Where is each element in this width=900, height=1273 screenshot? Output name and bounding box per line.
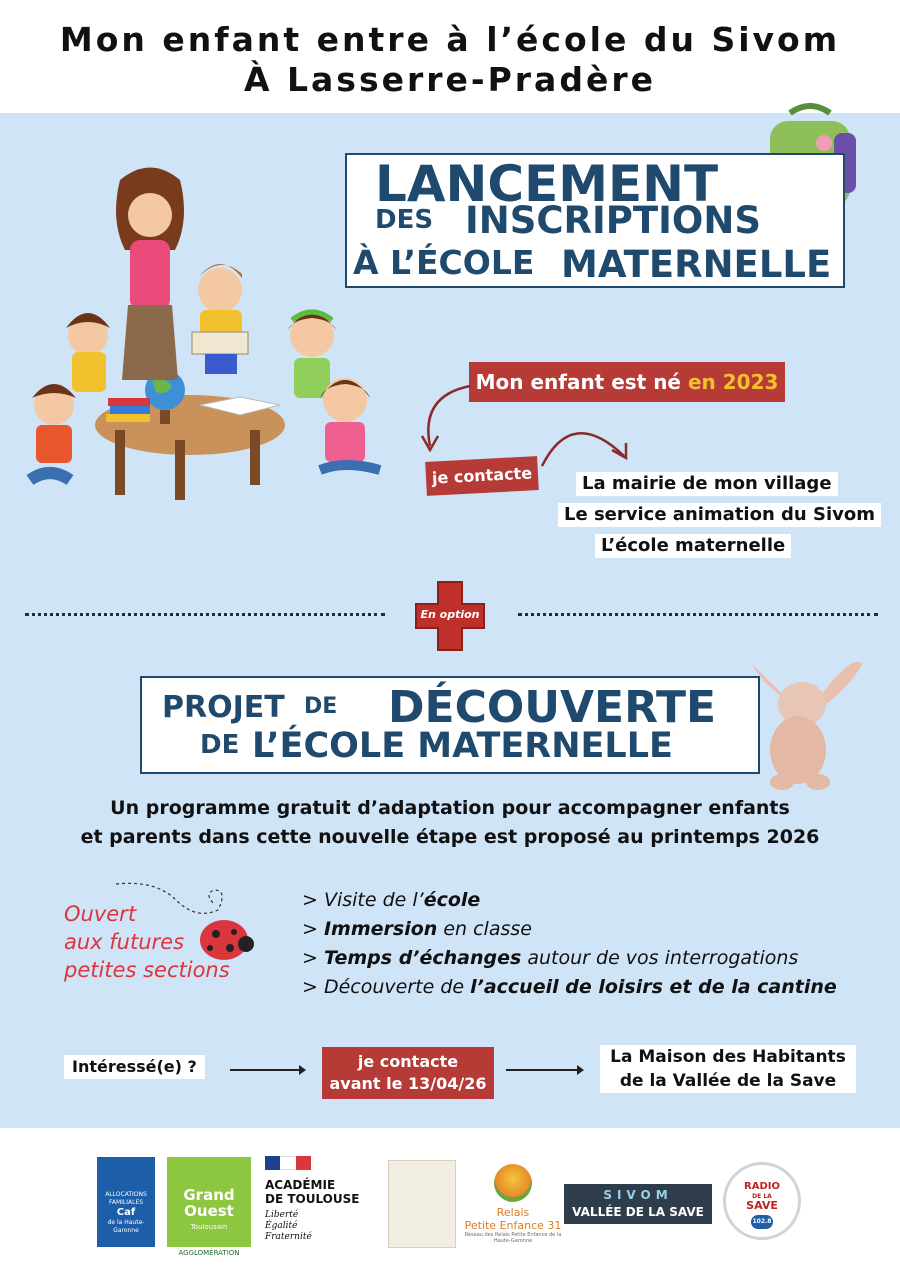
interested-label: Intéressé(e) ? <box>64 1055 205 1079</box>
decouverte-title-box <box>140 676 760 774</box>
arrow-right-icon <box>506 1069 582 1071</box>
arrow-right-icon <box>230 1069 304 1071</box>
inscriptions-title-box <box>345 153 845 288</box>
title-word-lancement: LANCEMENT <box>375 155 719 213</box>
intro-line2: et parents dans cette nouvelle étape est proposé au printemps 2026 <box>80 826 820 848</box>
born-text: Mon enfant est né <box>475 370 688 394</box>
title-word-projet: PROJET <box>162 690 285 725</box>
ouvert-line1: Ouvert <box>64 902 137 926</box>
dotted-divider-left <box>25 613 385 617</box>
activities-list <box>302 886 837 1002</box>
header-title-line2: À Lasserre-Pradère <box>243 60 656 99</box>
contact-deadline-line1: je contacte <box>357 1052 459 1071</box>
nest-illustration-logo <box>388 1160 456 1248</box>
contact-service-animation: Le service animation du Sivom <box>558 503 881 527</box>
maison-line1: La Maison des Habitants <box>610 1047 846 1067</box>
title-word-maternelle: MATERNELLE <box>561 243 832 286</box>
caf-logo: ALLOCATIONS FAMILIALES Caf de la Haute- Garonne <box>97 1157 155 1247</box>
title-word-lecole-maternelle: L’ÉCOLE MATERNELLE <box>252 726 673 766</box>
activity-item: > Découverte de l’accueil de loisirs et de la cantine <box>302 976 837 998</box>
title-word-decouverte: DÉCOUVERTE <box>388 682 717 733</box>
title-word-des: DES <box>375 205 434 235</box>
activity-item: > Visite de l’école <box>302 889 481 911</box>
maison-line2: de la Vallée de la Save <box>619 1071 837 1091</box>
academie-toulouse-logo: ACADÉMIE DE TOULOUSE Liberté Égalité Fraternité <box>265 1156 385 1248</box>
contact-tag: je contacte <box>425 456 539 496</box>
contact-deadline-tag <box>322 1047 494 1099</box>
program-intro <box>40 794 860 852</box>
sivom-logo: SIVOM VALLÉE DE LA SAVE <box>564 1184 712 1224</box>
intro-line1: Un programme gratuit d’adaptation pour accompagner enfants <box>110 797 790 819</box>
curved-arrow-right-icon <box>540 420 635 470</box>
teacher-children-illustration <box>20 160 390 505</box>
maison-habitants-label <box>600 1045 856 1093</box>
contact-deadline-line2: avant le 13/04/26 <box>329 1074 487 1093</box>
activity-item: > Temps d’échanges autour de vos interrogations <box>302 947 799 969</box>
born-year: en 2023 <box>687 370 779 394</box>
ouvert-line3: petites sections <box>64 958 230 982</box>
radio-save-logo: RADIO DE LA SAVE 102.8 FM <box>723 1162 801 1240</box>
title-word-de-2: DE <box>200 730 240 760</box>
title-word-de: DE <box>304 694 338 719</box>
grand-ouest-logo: Grand Ouest Toulousain AGGLOMÉRATION <box>167 1157 251 1247</box>
relais-emblem-icon <box>494 1164 532 1202</box>
bunny-toy-illustration <box>742 654 864 792</box>
dotted-divider-right <box>518 613 878 617</box>
title-word-inscriptions: INSCRIPTIONS <box>465 199 761 242</box>
option-badge-label: En option <box>420 608 480 621</box>
title-word-a-lecole: À L’ÉCOLE <box>353 243 535 282</box>
ouvert-line2: aux futures <box>64 930 185 954</box>
activity-item: > Immersion en classe <box>302 918 532 940</box>
relais-petite-enfance-logo: Relais Petite Enfance 31 Réseau des Relais Petite Enfance de la Haute-Garonne <box>464 1160 562 1250</box>
ouvert-label <box>64 900 230 984</box>
french-flag-icon <box>265 1156 311 1170</box>
born-year-banner <box>469 362 785 402</box>
header <box>0 0 900 113</box>
contact-mairie: La mairie de mon village <box>576 472 838 496</box>
contact-ecole-maternelle: L’école maternelle <box>595 534 791 558</box>
header-title-line1: Mon enfant entre à l’école du Sivom <box>59 20 841 59</box>
curved-arrow-left-icon <box>414 380 474 455</box>
